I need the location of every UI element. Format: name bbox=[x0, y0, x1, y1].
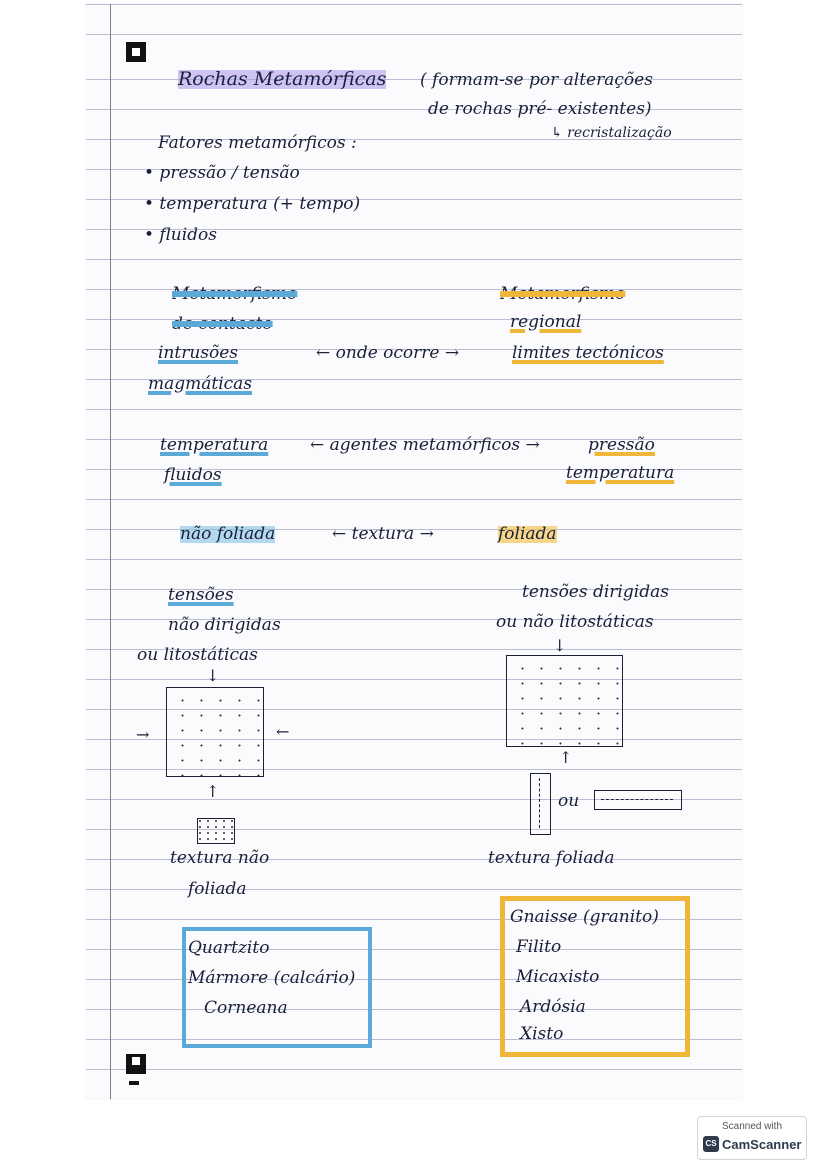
contact-title-line1: Metamorfismo bbox=[172, 284, 298, 304]
title-note-line1: ( formam-se por alterações bbox=[420, 70, 653, 90]
rock-item: Mármore (calcário) bbox=[188, 968, 356, 988]
regional-agent-pressure: pressão bbox=[588, 435, 655, 455]
texture-label: ← textura → bbox=[332, 524, 434, 544]
contact-agent-fluids: fluidos bbox=[164, 465, 222, 485]
foliated-rock-block bbox=[506, 655, 623, 747]
margin-line bbox=[110, 4, 111, 1099]
title-note-line2: de rochas pré- existentes) bbox=[428, 99, 652, 119]
camscanner-badge bbox=[697, 1116, 807, 1160]
texture-non-foliated-line2: foliada bbox=[188, 879, 247, 899]
rock-item: Filito bbox=[516, 937, 562, 957]
rock-item: Gnaisse (granito) bbox=[510, 907, 659, 927]
contact-texture: não foliada bbox=[180, 524, 276, 544]
factors-heading: Fatores metamórficos : bbox=[158, 133, 357, 153]
or-label: ou bbox=[558, 791, 580, 811]
regional-where: limites tectónicos bbox=[512, 343, 664, 363]
up-arrow-icon: ↑ bbox=[206, 782, 220, 801]
down-arrow-icon: ↓ bbox=[206, 666, 220, 685]
rock-item: Micaxisto bbox=[516, 967, 600, 987]
agents-label: ← agentes metamórficos → bbox=[310, 435, 540, 455]
factor-item: • pressão / tensão bbox=[144, 163, 300, 183]
contact-where-line1: intrusões bbox=[158, 343, 239, 363]
texture-foliated-label: textura foliada bbox=[488, 848, 615, 868]
factor-item: • temperatura (+ tempo) bbox=[144, 194, 361, 214]
regional-title-line1: Metamorfismo bbox=[500, 284, 626, 304]
scan-corner-marker-top bbox=[126, 42, 146, 62]
non-foliated-rock-block bbox=[166, 687, 264, 777]
regional-title-line2: regional bbox=[510, 312, 582, 332]
camscanner-name: CamScanner bbox=[722, 1137, 802, 1152]
page-title: Rochas Metamórficas bbox=[178, 68, 387, 90]
rock-item: Quartzito bbox=[188, 938, 270, 958]
left-arrow-icon: ← bbox=[276, 722, 290, 741]
factor-item: • fluidos bbox=[144, 225, 217, 245]
contact-stress-line3: ou litostáticas bbox=[137, 645, 258, 665]
compressed-rock-sample bbox=[197, 818, 235, 844]
regional-stress-line2: ou não litostáticas bbox=[496, 612, 654, 632]
scan-corner-marker-bottom bbox=[126, 1054, 146, 1074]
vertical-foliated-sample bbox=[530, 773, 551, 835]
regional-texture: foliada bbox=[498, 524, 557, 544]
contact-title-line2: de contacto bbox=[172, 314, 273, 334]
rock-item: Ardósia bbox=[520, 997, 586, 1017]
where-occurs-label: ← onde ocorre → bbox=[316, 343, 460, 363]
right-arrow-icon: → bbox=[136, 725, 150, 744]
regional-agent-temperature: temperatura bbox=[566, 463, 675, 483]
contact-where-line2: magmáticas bbox=[148, 374, 253, 394]
contact-stress-line2: não dirigidas bbox=[168, 615, 281, 635]
camscanner-logo-icon: CS bbox=[703, 1136, 719, 1152]
contact-stress-line1: tensões bbox=[168, 585, 234, 605]
scan-corner-dash bbox=[129, 1081, 139, 1085]
recrystallization-note: ↳ recristalização bbox=[551, 125, 672, 141]
texture-non-foliated-line1: textura não bbox=[170, 848, 270, 868]
regional-stress-line1: tensões dirigidas bbox=[522, 582, 669, 602]
horizontal-foliated-sample bbox=[594, 790, 682, 810]
down-arrow-icon: ↓ bbox=[553, 636, 567, 655]
scanned-with-label: Scanned with bbox=[721, 1121, 783, 1132]
rock-item: Xisto bbox=[520, 1024, 564, 1044]
up-arrow-icon: ↑ bbox=[559, 748, 573, 767]
contact-agent-temperature: temperatura bbox=[160, 435, 269, 455]
rock-item: Corneana bbox=[204, 998, 288, 1018]
